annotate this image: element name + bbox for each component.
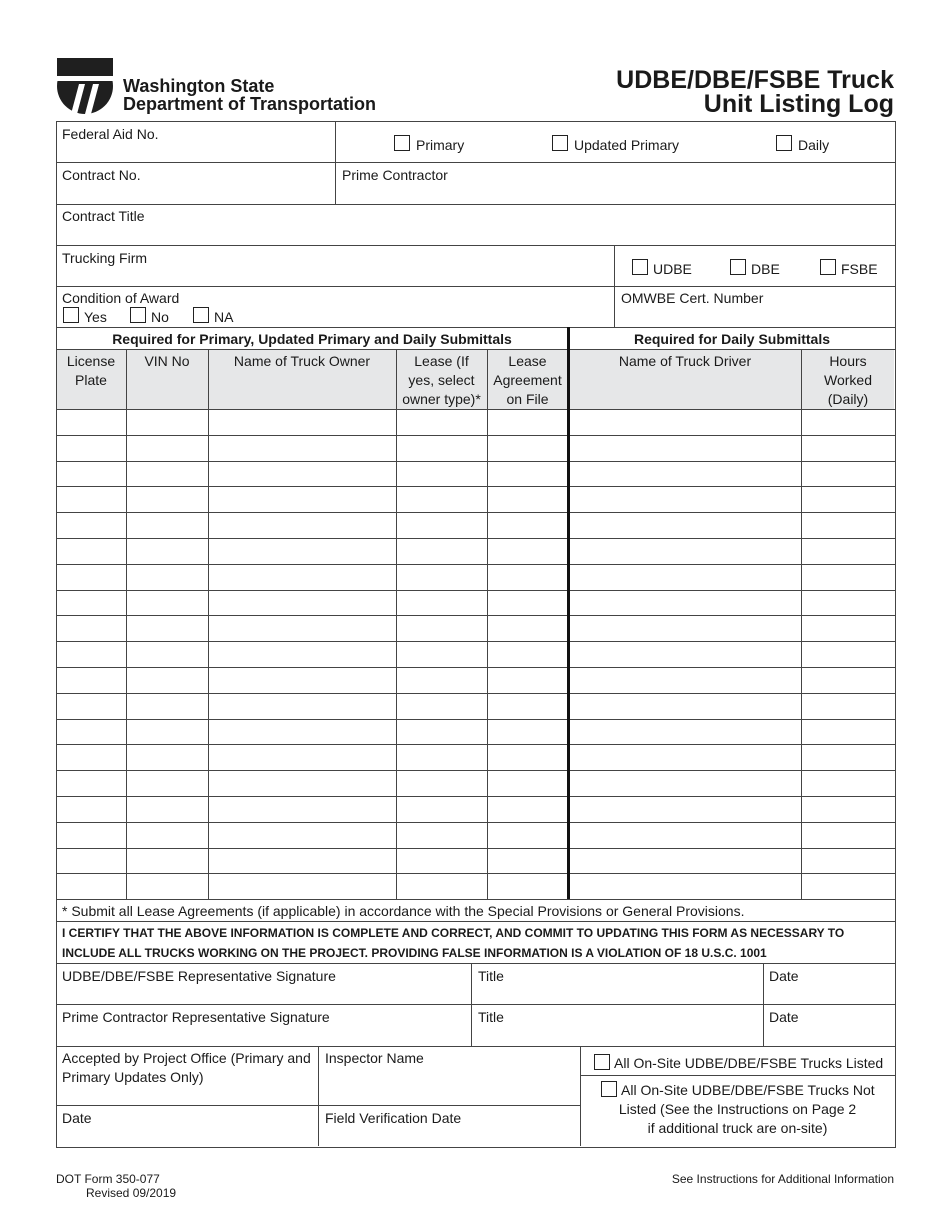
- fsbe-label: FSBE: [841, 261, 878, 277]
- col-lease-line1: Lease (If: [414, 353, 469, 369]
- col-license-line2: Plate: [75, 372, 107, 388]
- table-row: [56, 590, 895, 591]
- wsdot-logo: [57, 58, 113, 114]
- table-column-divider: [126, 349, 127, 899]
- col-vin-label: VIN No: [144, 353, 190, 369]
- award-no-checkbox[interactable]: [130, 307, 146, 323]
- table-row: [56, 435, 895, 436]
- award-na-checkbox[interactable]: [193, 307, 209, 323]
- certify-line1: I CERTIFY THAT THE ABOVE INFORMATION IS COMPLETE AND CORRECT, AND COMMIT TO UPDATING THIS FORM AS NECESSARY TO: [62, 926, 845, 940]
- col-truck-driver: [569, 352, 801, 371]
- primary-label: Primary: [416, 137, 465, 153]
- not-listed-line3: if additional truck are on-site): [647, 1120, 828, 1136]
- table-row: [56, 641, 895, 642]
- form-revised: Revised 09/2019: [86, 1186, 177, 1200]
- contract-no-label: Contract No.: [62, 167, 141, 183]
- daily-checkbox[interactable]: [776, 135, 792, 151]
- award-yes-label: Yes: [84, 309, 107, 325]
- table-row: [56, 615, 895, 616]
- section-left-header: Required for Primary, Updated Primary and Daily Submittals: [112, 331, 512, 347]
- table-row: [56, 822, 895, 823]
- col-hours-line2: Worked: [824, 372, 872, 388]
- certify-line2: INCLUDE ALL TRUCKS WORKING ON THE PROJECT. PROVIDING FALSE INFORMATION IS A VIOLATION OF 18 U.S.C. 1001: [62, 946, 767, 960]
- table-row: [56, 512, 895, 513]
- date-label: Date: [62, 1110, 92, 1126]
- table-row: [56, 693, 895, 694]
- prime-contractor-label: Prime Contractor: [342, 167, 448, 183]
- table-row: [56, 770, 895, 771]
- table-column-divider: [396, 349, 397, 899]
- prime-signature-label: Prime Contractor Representative Signature: [62, 1009, 330, 1025]
- rep-title-label: Title: [478, 968, 504, 984]
- updated-primary-checkbox[interactable]: [552, 135, 568, 151]
- prime-title-label: Title: [478, 1009, 504, 1025]
- col-lease-line3: owner type)*: [402, 391, 481, 407]
- primary-checkbox[interactable]: [394, 135, 410, 151]
- rep-date-label: Date: [769, 968, 799, 984]
- contract-title-label: Contract Title: [62, 208, 145, 224]
- section-right-header: Required for Daily Submittals: [633, 331, 831, 347]
- table-row: [56, 873, 895, 874]
- col-lease-line2: yes, select: [408, 372, 475, 388]
- table-column-divider: [208, 349, 209, 899]
- fsbe-checkbox[interactable]: [820, 259, 836, 275]
- col-lease: [396, 352, 487, 409]
- award-no-label: No: [151, 309, 169, 325]
- accepted-line1: Accepted by Project Office (Primary and: [62, 1050, 311, 1066]
- table-row: [56, 796, 895, 797]
- form-title-line1: UDBE/DBE/FSBE Truck: [616, 66, 894, 94]
- table-row: [56, 538, 895, 539]
- table-column-divider: [487, 349, 488, 899]
- award-yes-checkbox[interactable]: [63, 307, 79, 323]
- col-vin: [126, 352, 208, 371]
- form-title-line2: Unit Listing Log: [703, 90, 894, 118]
- udbe-checkbox[interactable]: [632, 259, 648, 275]
- table-row: [56, 461, 895, 462]
- table-column-divider: [801, 349, 802, 899]
- col-license-plate: [56, 352, 126, 390]
- table-row: [56, 744, 895, 745]
- table-row: [56, 667, 895, 668]
- trucking-firm-label: Trucking Firm: [62, 250, 148, 266]
- not-listed-line2: Listed (See the Instructions on Page 2: [618, 1101, 857, 1117]
- col-owner-label: Name of Truck Owner: [233, 353, 371, 369]
- section-divider: [567, 327, 570, 899]
- updated-primary-label: Updated Primary: [574, 137, 680, 153]
- col-license-line1: License: [66, 353, 116, 369]
- federal-aid-label: Federal Aid No.: [62, 126, 159, 142]
- col-agreement-line1: Lease: [508, 353, 547, 369]
- omwbe-label: OMWBE Cert. Number: [621, 290, 764, 306]
- rep-signature-label: UDBE/DBE/FSBE Representative Signature: [62, 968, 336, 984]
- accepted-line2: Primary Updates Only): [62, 1069, 204, 1085]
- form-number: DOT Form 350-077: [56, 1172, 160, 1186]
- dbe-label: DBE: [751, 261, 780, 277]
- table-row: [56, 719, 895, 720]
- col-hours-line1: Hours: [829, 353, 867, 369]
- inspector-label: Inspector Name: [325, 1050, 424, 1066]
- prime-date-label: Date: [769, 1009, 799, 1025]
- udbe-label: UDBE: [653, 261, 692, 277]
- col-agreement-line2: Agreement: [493, 372, 562, 388]
- see-instructions: See Instructions for Additional Information: [671, 1172, 894, 1186]
- table-row: [56, 486, 895, 487]
- condition-of-award-label: Condition of Award: [62, 290, 180, 306]
- col-hours-line3: (Daily): [827, 391, 869, 407]
- table-row: [56, 899, 895, 900]
- dbe-checkbox[interactable]: [730, 259, 746, 275]
- table-row: [56, 848, 895, 849]
- daily-label: Daily: [798, 137, 830, 153]
- org-name-line1: Washington State: [123, 76, 275, 96]
- col-driver-label: Name of Truck Driver: [618, 353, 752, 369]
- not-listed-checkbox[interactable]: [601, 1081, 617, 1097]
- col-lease-agreement: [487, 352, 568, 409]
- not-listed-line1: All On-Site UDBE/DBE/FSBE Trucks Not: [621, 1082, 875, 1098]
- col-agreement-line3: on File: [506, 391, 549, 407]
- all-listed-checkbox[interactable]: [594, 1054, 610, 1070]
- field-verification-label: Field Verification Date: [325, 1110, 462, 1126]
- all-listed-label: All On-Site UDBE/DBE/FSBE Trucks Listed: [614, 1055, 884, 1071]
- table-row: [56, 564, 895, 565]
- wsdot-logo-mark: [57, 58, 113, 114]
- org-name-line2: Department of Transportation: [123, 94, 377, 114]
- award-na-label: NA: [214, 309, 234, 325]
- col-hours-worked: [801, 352, 895, 409]
- lease-note: * Submit all Lease Agreements (if applicable) in accordance with the Special Provisions or General Provisions.: [62, 903, 745, 919]
- col-truck-owner: [208, 352, 396, 371]
